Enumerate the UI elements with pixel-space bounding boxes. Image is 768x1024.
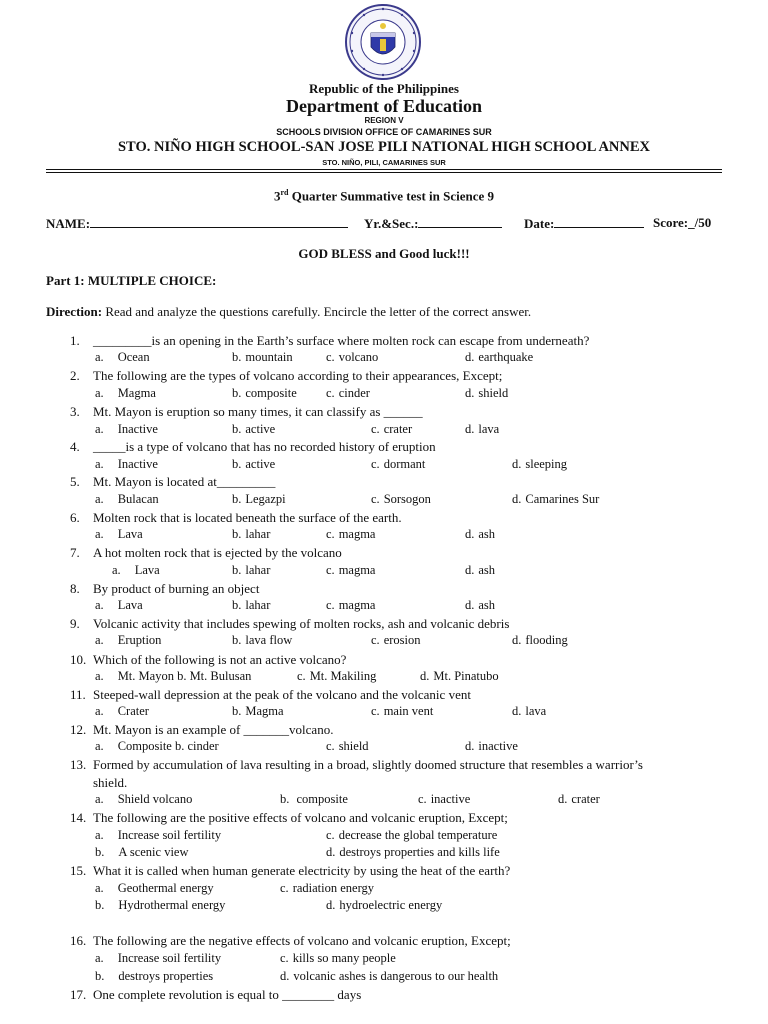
option-letter: c.	[280, 881, 289, 895]
option-text: Inactive	[117, 422, 158, 436]
answer-option[interactable]	[95, 633, 161, 648]
answer-option[interactable]	[95, 669, 251, 684]
option-letter: c.	[371, 492, 380, 506]
question-number: 9.	[70, 616, 80, 631]
option-letter: c.	[418, 792, 427, 806]
option-letter: d.	[558, 792, 568, 806]
question-text: One complete revolution is equal to ________ days	[93, 987, 362, 1002]
name-blank[interactable]	[90, 215, 348, 228]
option-text: Magma	[245, 704, 284, 718]
option-letter: b.	[232, 633, 242, 647]
answer-option[interactable]	[95, 739, 219, 754]
option-text: Mt. Pinatubo	[433, 669, 499, 683]
answer-option[interactable]	[420, 669, 499, 684]
option-letter: d.	[512, 457, 522, 471]
option-text: dormant	[383, 457, 426, 471]
option-letter: c.	[326, 350, 335, 364]
answer-option[interactable]	[95, 792, 192, 807]
option-text: Mt. Mayon b. Mt. Bulusan	[117, 669, 252, 683]
question-text: Steeped-wall depression at the peak of the volcano and the volcanic vent	[93, 687, 471, 702]
option-text: ash	[478, 598, 496, 612]
yrsec-blank[interactable]	[418, 215, 502, 228]
option-letter: d.	[512, 492, 522, 506]
option-text: crater	[383, 422, 413, 436]
option-letter: b.	[232, 350, 242, 364]
option-text: active	[245, 457, 276, 471]
option-text: active	[245, 422, 276, 436]
option-text: main vent	[383, 704, 434, 718]
question-text: The following are the types of volcano according to their appearances, Except;	[93, 368, 503, 383]
option-text: flooding	[525, 633, 568, 647]
option-text: destroys properties and kills life	[339, 845, 500, 859]
option-letter: c.	[326, 386, 335, 400]
answer-option[interactable]	[95, 527, 143, 542]
option-letter: a.	[95, 792, 104, 806]
option-letter: b.	[232, 598, 242, 612]
question-text: Mt. Mayon is an example of _______volcano.	[93, 722, 334, 737]
option-letter: b.	[232, 386, 242, 400]
option-text: lahar	[245, 527, 271, 541]
answer-option[interactable]	[95, 457, 158, 472]
option-text: crater	[571, 792, 600, 806]
answer-option[interactable]	[232, 527, 270, 542]
option-text: radiation energy	[292, 881, 375, 895]
title-number: 3	[273, 188, 281, 204]
option-text: magma	[338, 563, 376, 577]
question-number: 17.	[70, 987, 87, 1002]
option-letter: c.	[326, 828, 335, 842]
option-letter: c.	[326, 739, 335, 753]
option-letter: a.	[95, 951, 104, 965]
question-text: Molten rock that is located beneath the surface of the earth.	[93, 510, 402, 525]
answer-option[interactable]	[371, 704, 433, 719]
option-text: destroys properties	[118, 969, 214, 983]
answer-option[interactable]	[326, 845, 500, 860]
option-letter: c.	[326, 527, 335, 541]
school-address: STO. NIÑO, PILI, CAMARINES SUR	[322, 158, 446, 167]
option-text: composite	[245, 386, 297, 400]
option-text: lahar	[245, 563, 271, 577]
option-text: lava	[478, 422, 500, 436]
question-text: Volcanic activity that includes spewing of molten rocks, ash and volcanic debris	[93, 616, 510, 631]
option-letter: a.	[95, 881, 104, 895]
option-letter: a.	[95, 457, 104, 471]
header-divider-thin	[46, 172, 722, 173]
answer-option[interactable]	[232, 422, 275, 437]
answer-option[interactable]	[418, 792, 470, 807]
option-text: kills so many people	[292, 951, 396, 965]
option-letter: d.	[512, 633, 522, 647]
question-text: The following are the positive effects of volcano and volcanic eruption, Except;	[93, 810, 508, 825]
option-text: Camarines Sur	[525, 492, 600, 506]
option-text: magma	[338, 598, 376, 612]
test-title	[0, 188, 768, 204]
title-ordinal: rd	[280, 188, 289, 197]
answer-option[interactable]	[326, 739, 369, 754]
option-letter: b.	[232, 704, 242, 718]
option-letter: c.	[326, 598, 335, 612]
answer-option[interactable]	[512, 492, 599, 507]
yrsec-field[interactable]	[364, 215, 502, 232]
option-text: Geothermal energy	[117, 881, 214, 895]
date-label: Date:	[524, 216, 555, 231]
name-label: NAME:	[46, 216, 91, 231]
question-number: 14.	[70, 810, 87, 825]
region-heading: REGION V	[364, 116, 404, 125]
question-text: _____is a type of volcano that has no recorded history of eruption	[93, 439, 436, 454]
answer-option[interactable]	[465, 527, 495, 542]
answer-option[interactable]	[465, 350, 533, 365]
answer-option[interactable]	[95, 951, 221, 966]
option-text: Lava	[117, 598, 143, 612]
question-number: 11.	[70, 687, 86, 702]
option-letter: b.	[95, 845, 105, 859]
answer-option[interactable]	[95, 598, 143, 613]
answer-option[interactable]	[465, 598, 495, 613]
option-letter: b.	[232, 457, 242, 471]
question-text: Mt. Mayon is eruption so many times, it can classify as ______	[93, 404, 423, 419]
answer-option[interactable]	[112, 563, 160, 578]
option-letter: a.	[95, 669, 104, 683]
answer-option[interactable]	[280, 792, 348, 807]
answer-option[interactable]	[371, 422, 412, 437]
option-text: lahar	[245, 598, 271, 612]
option-letter: b.	[232, 563, 242, 577]
answer-option[interactable]	[558, 792, 600, 807]
answer-option[interactable]	[232, 704, 284, 719]
answer-option[interactable]	[326, 828, 497, 843]
option-text: erosion	[383, 633, 421, 647]
option-letter: d.	[465, 350, 475, 364]
option-letter: d.	[280, 969, 290, 983]
answer-option[interactable]	[326, 350, 378, 365]
option-text: cinder	[338, 386, 370, 400]
answer-option[interactable]	[512, 704, 546, 719]
option-text: Legazpi	[245, 492, 286, 506]
answer-option[interactable]	[95, 386, 156, 401]
answer-option[interactable]	[326, 598, 375, 613]
option-text: sleeping	[525, 457, 568, 471]
question-text: By product of burning an object	[93, 581, 260, 596]
option-letter: c.	[297, 669, 306, 683]
option-text: Eruption	[117, 633, 162, 647]
direction-text: Read and analyze the questions carefully. Encircle the letter of the correct answer.	[102, 304, 532, 319]
option-letter: a.	[95, 527, 104, 541]
question-number: 4.	[70, 439, 80, 454]
direction-label: Direction:	[46, 304, 103, 319]
answer-option[interactable]	[371, 492, 431, 507]
option-text: Lava	[117, 527, 143, 541]
option-letter: d.	[465, 563, 475, 577]
answer-option[interactable]	[232, 633, 292, 648]
school-name: STO. NIÑO HIGH SCHOOL-SAN JOSE PILI NATIONAL HIGH SCHOOL ANNEX	[117, 139, 651, 155]
option-text: Increase soil fertility	[117, 828, 222, 842]
answer-option[interactable]	[512, 457, 567, 472]
answer-option[interactable]	[232, 386, 297, 401]
answer-option[interactable]	[95, 350, 150, 365]
question-text: Mt. Mayon is located at_________	[93, 474, 276, 489]
name-field[interactable]	[46, 215, 348, 232]
option-text: Bulacan	[117, 492, 159, 506]
option-letter: d.	[465, 598, 475, 612]
answer-option[interactable]	[512, 633, 568, 648]
option-letter: b.	[232, 492, 242, 506]
option-letter: a.	[95, 704, 104, 718]
question-number: 12.	[70, 722, 87, 737]
answer-option[interactable]	[95, 969, 213, 984]
answer-option[interactable]	[95, 881, 214, 896]
republic-heading: Republic of the Philippines	[309, 81, 459, 96]
question-number: 13.	[70, 757, 87, 772]
option-text: mountain	[245, 350, 293, 364]
answer-option[interactable]	[280, 969, 498, 984]
option-text: Mt. Makiling	[309, 669, 377, 683]
option-letter: a.	[95, 633, 104, 647]
answer-option[interactable]	[326, 563, 375, 578]
question-number: 16.	[70, 933, 87, 948]
option-text: Composite b. cinder	[117, 739, 219, 753]
option-text: inactive	[478, 739, 518, 753]
answer-option[interactable]	[371, 633, 421, 648]
question-text: A hot molten rock that is ejected by the volcano	[93, 545, 342, 560]
answer-option[interactable]	[232, 598, 270, 613]
date-field[interactable]	[524, 215, 644, 232]
option-text: inactive	[430, 792, 471, 806]
option-text: Lava	[134, 563, 160, 577]
option-text: decrease the global temperature	[338, 828, 498, 842]
question-number: 3.	[70, 404, 80, 419]
question-text: Formed by accumulation of lava resulting in a broad, slightly doomed structure that resembles a warrior’s	[93, 757, 643, 772]
option-text: Inactive	[117, 457, 158, 471]
answer-option[interactable]	[232, 457, 275, 472]
option-letter: b.	[232, 527, 242, 541]
question-number: 10.	[70, 652, 87, 667]
option-letter: a.	[112, 563, 121, 577]
option-text: earthquake	[478, 350, 534, 364]
answer-option[interactable]	[280, 881, 374, 896]
option-text: ash	[478, 563, 496, 577]
answer-option[interactable]	[297, 669, 376, 684]
option-text: Sorsogon	[383, 492, 431, 506]
option-text: Shield volcano	[117, 792, 193, 806]
question-text: _________is an opening in the Earth’s surface where molten rock can escape from underneath?	[93, 333, 590, 348]
answer-option[interactable]	[232, 350, 293, 365]
option-text: magma	[338, 527, 376, 541]
question-number: 7.	[70, 545, 80, 560]
answer-option[interactable]	[465, 563, 495, 578]
option-letter: c.	[371, 704, 380, 718]
option-text: volcano	[338, 350, 379, 364]
option-letter: b.	[95, 898, 105, 912]
option-letter: d.	[326, 898, 336, 912]
answer-option[interactable]	[95, 898, 225, 913]
header-divider	[46, 169, 722, 170]
option-text: A scenic view	[118, 845, 189, 859]
option-letter: d.	[512, 704, 522, 718]
option-letter: d.	[326, 845, 336, 859]
option-letter: a.	[95, 598, 104, 612]
option-letter: d.	[465, 386, 475, 400]
option-letter: d.	[465, 422, 475, 436]
question-text: The following are the negative effects of volcano and volcanic eruption, Except;	[93, 933, 511, 948]
part-heading: Part 1: MULTIPLE CHOICE:	[46, 273, 217, 288]
answer-option[interactable]	[232, 563, 270, 578]
question-number: 2.	[70, 368, 80, 383]
directions	[46, 304, 531, 320]
question-number: 1.	[70, 333, 80, 348]
title-text: Quarter Summative test in Science 9	[288, 188, 495, 204]
option-text: hydroelectric energy	[339, 898, 443, 912]
answer-option[interactable]	[95, 828, 221, 843]
option-letter: c.	[326, 563, 335, 577]
division-heading: SCHOOLS DIVISION OFFICE OF CAMARINES SUR	[276, 127, 492, 137]
option-text: Magma	[117, 386, 156, 400]
option-letter: a.	[95, 828, 104, 842]
score-field: Score:_/50	[653, 215, 712, 230]
department-heading: Department of Education	[286, 96, 482, 116]
option-letter: a.	[95, 492, 104, 506]
option-text: Ocean	[117, 350, 150, 364]
question-number: 6.	[70, 510, 80, 525]
answer-option[interactable]	[326, 527, 375, 542]
option-letter: c.	[371, 422, 380, 436]
option-text: Crater	[117, 704, 149, 718]
answer-option[interactable]	[465, 386, 508, 401]
answer-option[interactable]	[465, 739, 518, 754]
option-letter: b.	[280, 792, 290, 806]
deped-seal-logo	[344, 3, 422, 81]
option-letter: d.	[465, 527, 475, 541]
option-letter: a.	[95, 350, 104, 364]
option-letter: a.	[95, 422, 104, 436]
option-letter: d.	[420, 669, 430, 683]
option-letter: a.	[95, 739, 104, 753]
option-text: Hydrothermal energy	[118, 898, 226, 912]
blessing-text: GOD BLESS and Good luck!!!	[298, 246, 470, 261]
question-text: What it is called when human generate electricity by using the heat of the earth?	[93, 863, 511, 878]
option-letter: b.	[95, 969, 105, 983]
option-letter: c.	[371, 633, 380, 647]
option-letter: c.	[371, 457, 380, 471]
option-text: composite	[293, 792, 348, 806]
option-letter: a.	[95, 386, 104, 400]
option-letter: b.	[232, 422, 242, 436]
answer-option[interactable]	[326, 386, 370, 401]
answer-option[interactable]	[465, 422, 499, 437]
option-text: volcanic ashes is dangerous to our health	[293, 969, 499, 983]
option-text: shield	[338, 739, 369, 753]
option-text: lava flow	[245, 633, 293, 647]
answer-option[interactable]	[95, 422, 158, 437]
option-text: lava	[525, 704, 547, 718]
answer-option[interactable]	[280, 951, 396, 966]
answer-option[interactable]	[95, 845, 189, 860]
answer-option[interactable]	[95, 704, 149, 719]
answer-option[interactable]	[95, 492, 159, 507]
date-blank[interactable]	[554, 215, 644, 228]
option-text: shield	[478, 386, 509, 400]
question-number: 8.	[70, 581, 80, 596]
option-letter: d.	[465, 739, 475, 753]
answer-option[interactable]	[232, 492, 286, 507]
option-letter: c.	[280, 951, 289, 965]
question-number: 5.	[70, 474, 80, 489]
answer-option[interactable]	[371, 457, 425, 472]
answer-option[interactable]	[326, 898, 442, 913]
option-text: ash	[478, 527, 496, 541]
question-number: 15.	[70, 863, 87, 878]
yrsec-label: Yr.&Sec.:	[364, 216, 419, 231]
option-text: Increase soil fertility	[117, 951, 222, 965]
question-text-continued: shield.	[93, 775, 128, 790]
question-text: Which of the following is not an active volcano?	[93, 652, 347, 667]
